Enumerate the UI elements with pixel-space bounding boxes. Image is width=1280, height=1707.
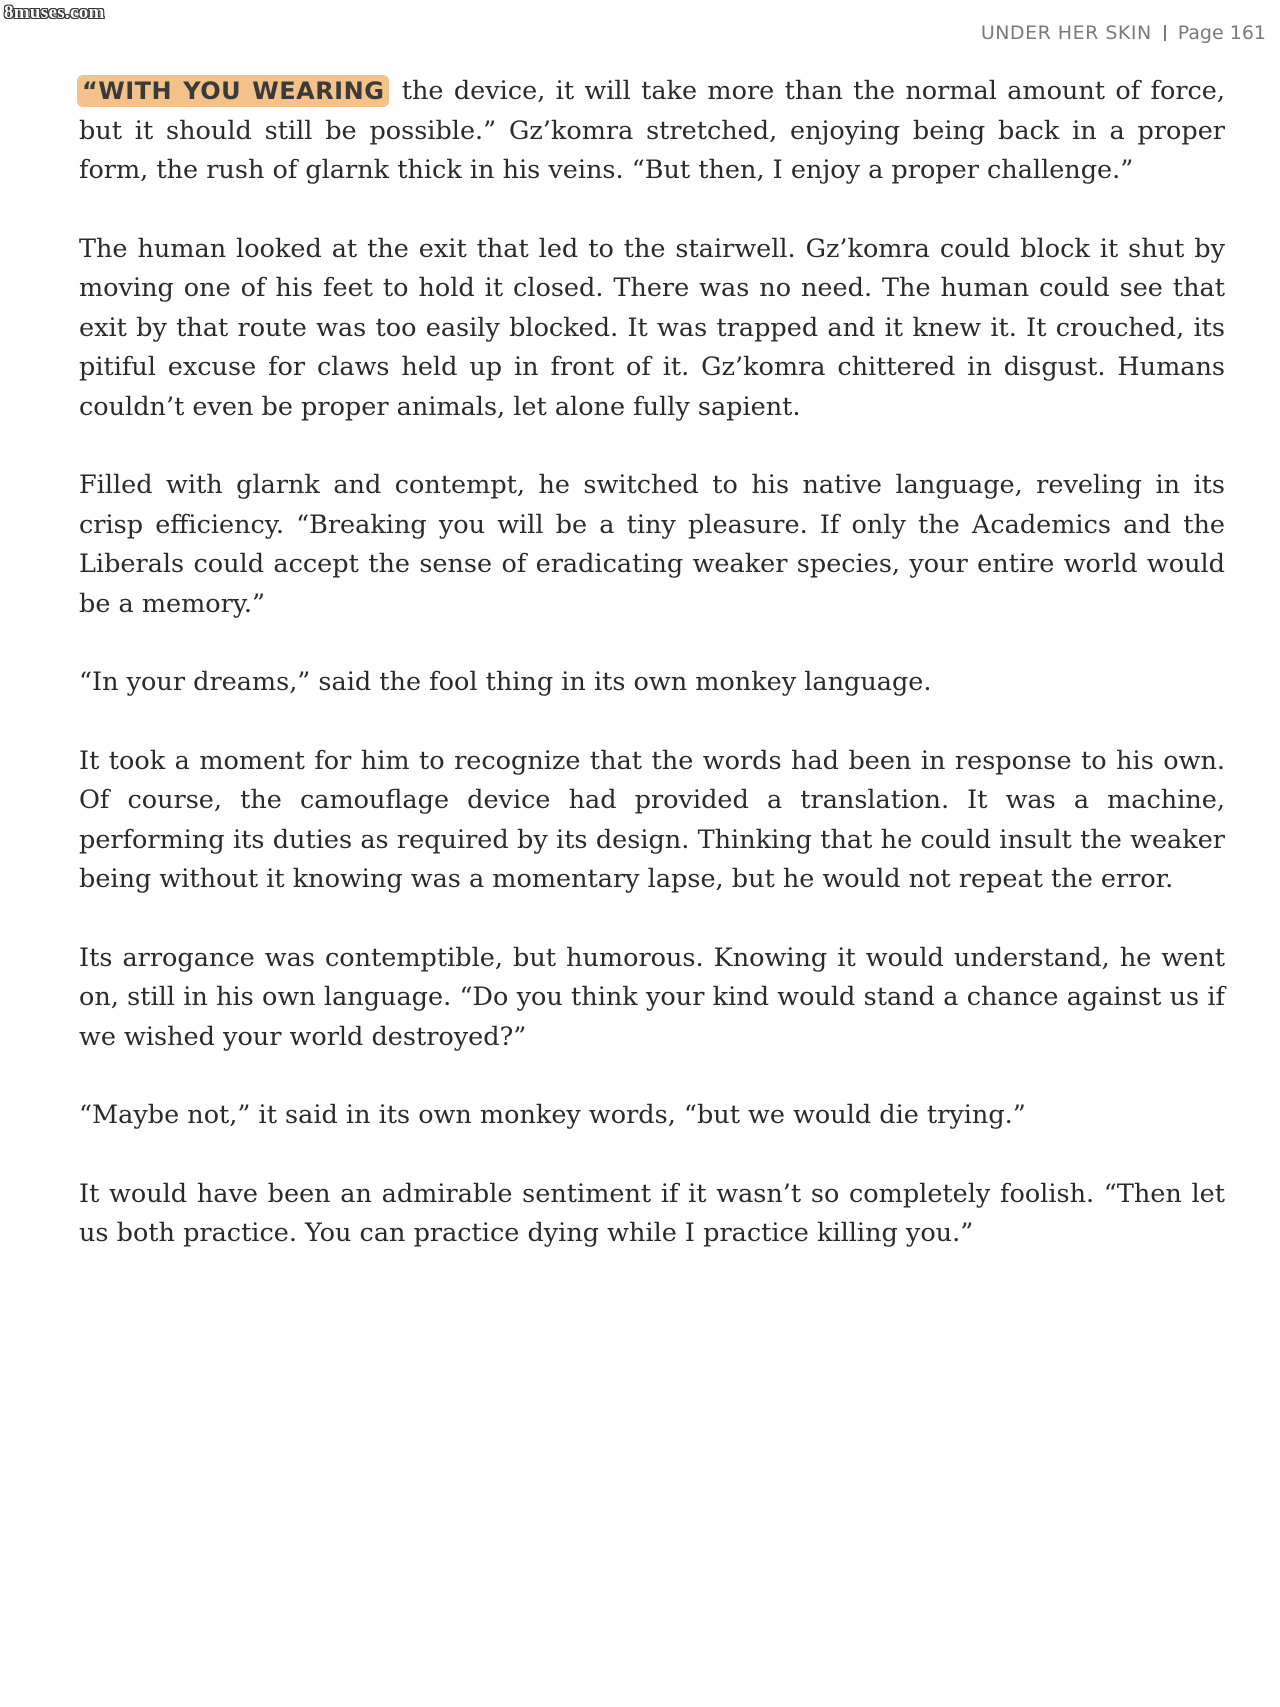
paragraph-5: It took a moment for him to recognize that the words had been in response to his own. Of course, the camouflage device had provided a translation. It was a machine, performing its duties as required by its design. Thinking that he could insult the weaker being without it knowing was a momentary lapse, but he would not repeat the error. bbox=[79, 745, 1225, 894]
lead-in-caps: “WITH YOU WEARING bbox=[79, 77, 387, 105]
paragraph-2: The human looked at the exit that led to the stairwell. Gz’komra could block it shut by moving one of his feet to hold it closed. There was no need. The human could see that exit by that route was too easily blocked. It was trapped and it knew it. It crouched, its pitiful excuse for claws held up in front of it. Gz’komra chittered in disgust. Humans couldn’t even be proper animals, let alone fully sapient. bbox=[79, 233, 1225, 422]
page-body bbox=[79, 72, 1225, 1293]
paragraph-1 bbox=[79, 72, 1225, 191]
paragraph-3: Filled with glarnk and contempt, he switched to his native language, reveling in its crisp efficiency. “Breaking you will be a tiny pleasure. If only the Academics and the Liberals could accept the sense of eradicating weaker species, your entire world would be a memory.” bbox=[79, 470, 1225, 619]
paragraph-4: “In your dreams,” said the fool thing in its own monkey language. bbox=[79, 667, 932, 697]
paragraph-6: Its arrogance was contemptible, but humorous. Knowing it would understand, he went on, still in his own language. “Do you think your kind would stand a chance against us if we wished your world destroyed?” bbox=[79, 942, 1225, 1052]
paragraph-8: It would have been an admirable sentiment if it wasn’t so completely foolish. “Then let us both practice. You can practice dying while I practice killing you.” bbox=[79, 1178, 1225, 1248]
running-header bbox=[981, 22, 1266, 44]
book-title: UNDER HER SKIN bbox=[980, 22, 1152, 44]
site-watermark: 8muses.com bbox=[4, 2, 105, 23]
header-separator bbox=[1164, 25, 1166, 41]
paragraph-1-text: the device, it will take more than the normal amount of force, but it should still be possible.” Gz’komra stretched, enjoying being back in a proper form, the rush of glarnk thick in his veins. “But then, I enjoy a proper challenge.” bbox=[79, 76, 1225, 185]
paragraph-7: “Maybe not,” it said in its own monkey words, “but we would die trying.” bbox=[79, 1100, 1026, 1130]
page-number: Page 161 bbox=[1177, 22, 1266, 44]
